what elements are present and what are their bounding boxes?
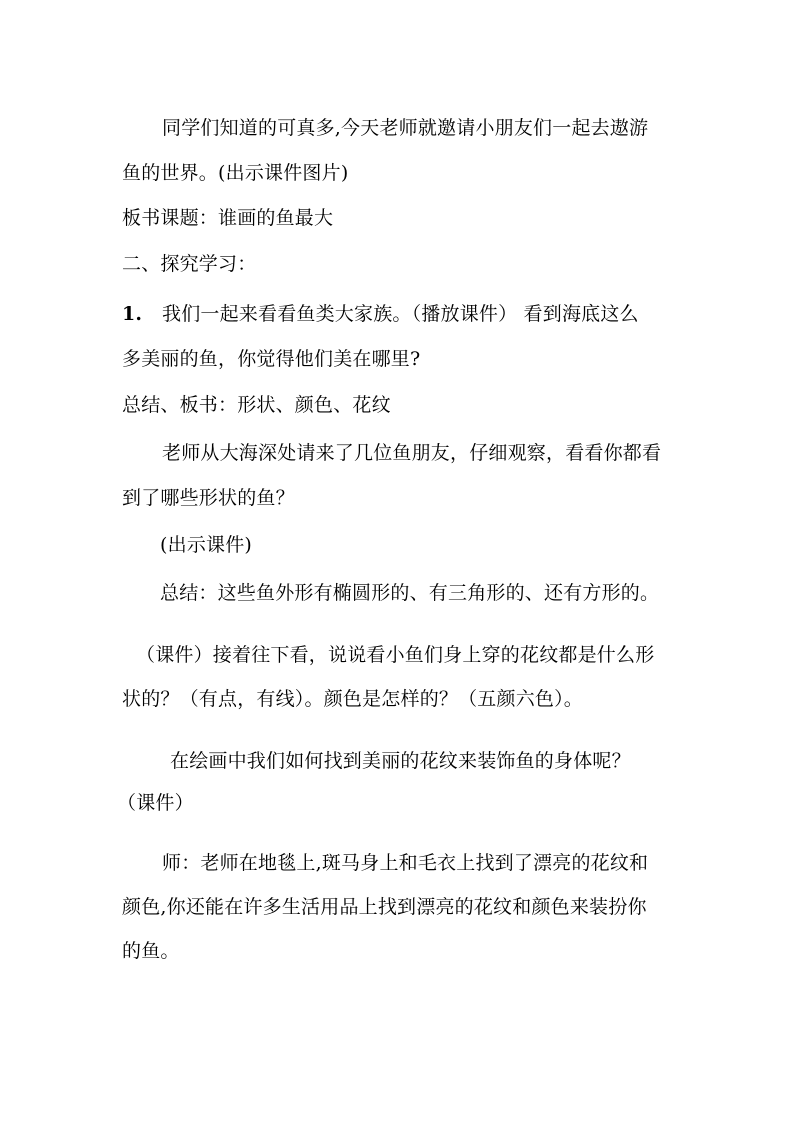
paragraph-closing-line-2: 颜色,你还能在许多生活用品上找到漂亮的花纹和颜色来装扮你 (122, 896, 647, 918)
paragraph-question-line-1: 在绘画中我们如何找到美丽的花纹来装饰鱼的身体呢？ (170, 750, 631, 772)
paragraph-question-line-2: （课件） (117, 792, 194, 814)
item-1-line-2: 多美丽的鱼，你觉得他们美在哪里? (122, 348, 421, 370)
item-number: 1. (122, 303, 143, 325)
summary-board-line: 总结、板书：形状、颜色、花纹 (122, 394, 391, 416)
item-1-line-1: 我们一起来看看鱼类大家族。（播放课件） 看到海底这么 (162, 303, 639, 325)
paragraph-closing-line-1: 师：老师在地毯上,斑马身上和毛衣上找到了漂亮的花纹和 (162, 852, 649, 874)
board-title-line: 板书课题：谁画的鱼最大 (122, 207, 334, 229)
summary-shapes-line: 总结：这些鱼外形有椭圆形的、有三角形的、还有方形的。 (160, 582, 660, 604)
paragraph-teacher-line-2: 到了哪些形状的鱼？ (122, 487, 295, 509)
section-heading: 二、探究学习： (122, 253, 257, 275)
paragraph-intro-line-2: 鱼的世界。(出示课件图片) (122, 162, 349, 184)
paragraph-teacher-line-1: 老师从大海深处请来了几位鱼朋友，仔细观察，看看你都看 (162, 442, 662, 464)
paragraph-closing-line-3: 的鱼。 (122, 940, 180, 962)
paragraph-intro-line-1: 同学们知道的可真多,今天老师就邀请小朋友们一起去遨游 (162, 117, 649, 139)
paragraph-pattern-line-2: 状的？（有点，有线）。颜色是怎样的？（五颜六色）。 (122, 688, 584, 710)
paragraph-pattern-line-1: （课件）接着往下看，说说看小鱼们身上穿的花纹都是什么形 (136, 644, 655, 666)
show-courseware-line: (出示课件) (160, 534, 253, 556)
